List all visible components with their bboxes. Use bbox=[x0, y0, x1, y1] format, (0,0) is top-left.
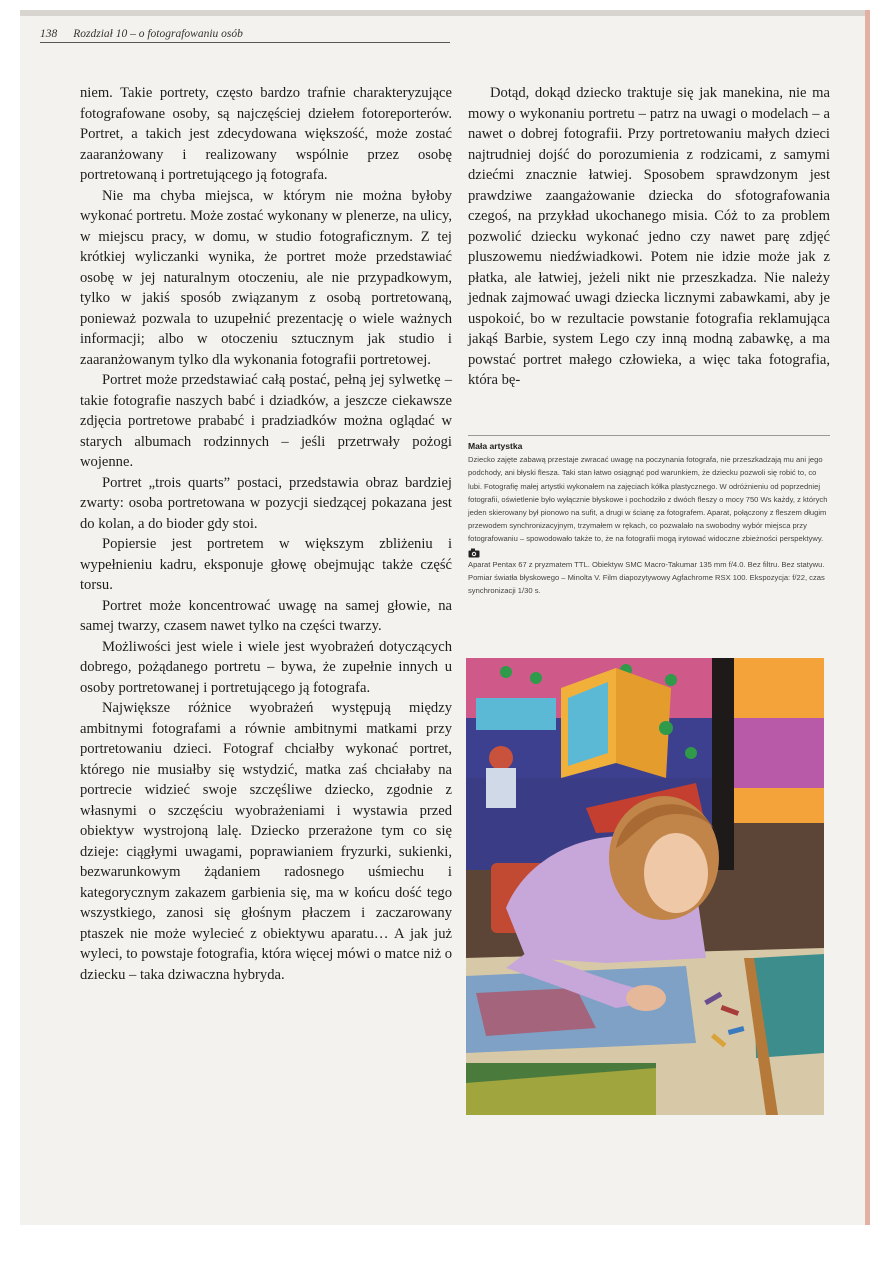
paragraph: niem. Takie portrety, często bardzo trafnie charakteryzujące fotografowane osoby, są najczęściej dziełem fotoreporterów. Portret, a takich jest zdecydowana większość, może zostać zaaranżowany i realizowany wspólnie przez osobę portretowaną i portretującego ją fotografa. bbox=[80, 85, 452, 183]
paragraph: Portret „trois quarts” postaci, przedstawia obraz bardziej zwarty: osoba portretowana w pozycji siedzącej pokazana jest do kolan, a do bioder gdy stoi. bbox=[80, 474, 452, 532]
caption-body: Dziecko zajęte zabawą przestaje zwracać uwagę na poczynania fotografa, nie przeszkadzają mu ani jego podchody, ani błyski flesza. Taki stan łatwo osiągnąć pod warunkiem, że dziecku pozwoli się robić to, co lubi. Fotografię małej artystki wykonałem na zajęciach kółka plastycznego. W odróżnieniu od poprzedniej fotografii, oświetlenie było wyłącznie błyskowe i pochodziło z dwóch fleszy o mocy 750 Ws każdy, z których jeden skierowany był pionowo na sufit, a drugi w ścianę za fotografem. Aparat, połączony z fleszem długim przewodem synchronizacyjnym, trzymałem w rękach, co pozwalało na swobodny wybór miejsca przy fotografowaniu – spowodowało także to, że na fotografii mogą irytować widoczne zbieżności perspektywy. bbox=[468, 455, 828, 544]
book-page bbox=[20, 10, 870, 1225]
running-header bbox=[40, 28, 450, 43]
paragraph: Dotąd, dokąd dziecko traktuje się jak manekina, nie ma mowy o wykonaniu portretu – patrz na uwagi o modelach – a nawet o dobrej fotografii. Przy portretowaniu małych dzieci najtrudniej dojść do porozumienia z rodzicami, z samymi dziećmi znacznie łatwiej. Sposobem sprawdzonym jest prawdziwe zaangażowanie dziecka do sfotografowania czegoś, na przykład ukochanego misia. Cóż to za problem pozwolić dziecku wykonać jedno czy nawet parę zdjęć pluszowemu niedźwiadkowi. Potem nie idzie może jak z płatka, ale łatwiej, jeżeli nikt nie przeszkadza. Nie należy jednak zajmować uwagi dziecka licznymi zabawkami, aby je uspokoić, bo w rezultacie powstanie fotografia reklamująca jakąś Barbie, system Lego czy inną modną zabawkę, a ma powstać portret małego człowieka, a więc taka fotografia, która bę- bbox=[468, 85, 830, 388]
page-number: 138 bbox=[40, 28, 58, 40]
left-text-column bbox=[80, 83, 452, 985]
paragraph: Portret może przedstawiać całą postać, pełną jej sylwetkę – takie fotografie naszych babć i dziadków, a jeszcze ciekawsze zdjęcia portretowe prababć i pradziadków można oglądać w starych albumach rodzinnych – jeśli przetrwały pożogi wojenne. bbox=[80, 372, 452, 470]
paragraph: Największe różnice wyobrażeń występują między ambitnymi fotografami a równie ambitnymi matkami przy portretowaniu dzieci. Fotograf chciałby wykonać portret, którego nie musiałby się wstydzić, matka zaś chciałaby na portrecie widzieć swoje szczęśliwe dziecko, zgodnie z własnymi o szczęściu wyobrażeniami i wystawia przed obiektyw wystrojoną lalę. Dziecko przerażone tym co się dzieje: ciągłymi uwagami, poprawianiem fryzurki, sukienki, bezwarunkowym żądaniem radosnego uśmiechu i kategorycznym zakazem garbienia się, ma w końcu dość tego wszystkiego, zanosi się głośnym płaczem i zaczarowany ptaszek nie może wylecieć z obiektywu aparatu… A jak już wyleci, to powstaje fotografia, która więcej mówi o matce niż o dziecku – taka dziwaczna hybryda. bbox=[80, 700, 453, 983]
paragraph: Portret może koncentrować uwagę na samej głowie, na samej twarzy, czasem nawet tylko na części twarzy. bbox=[80, 597, 452, 634]
photo-illustration bbox=[466, 658, 824, 1115]
page-top-edge bbox=[20, 10, 870, 16]
caption-title: Mała artystka bbox=[468, 441, 523, 451]
camera-icon bbox=[468, 548, 480, 558]
right-text-column bbox=[468, 83, 830, 391]
photo-caption bbox=[468, 440, 832, 597]
paragraph: Popiersie jest portretem w większym zbliżeniu i wypełnieniu kadru, eksponuje głowę obejmując także część torsu. bbox=[80, 536, 452, 593]
page-right-edge bbox=[865, 10, 870, 1225]
photo-little-artist bbox=[466, 658, 824, 1115]
paragraph: Nie ma chyba miejsca, w którym nie można byłoby wykonać portretu. Może zostać wykonany w plenerze, na ulicy, w miejscu pracy, w domu, w studio fotograficznym. Z tej krótkiej wyliczanki wynika, że portret może przedstawiać osobę w jej naturalnym otoczeniu, ale nie przypadkowym, tylko w jakiś sposób związanym z osobą portretowaną, ponieważ pozwala to uzupełnić prezentację o wiele ważnych informacji; albo w otoczeniu sztucznym jak studio i zaaranżowanym tylko dla wykonania fotografii portretowej. bbox=[80, 187, 452, 368]
paragraph: Możliwości jest wiele i wiele jest wyobrażeń dotyczących dobrego, pożądanego portretu – bywa, że zupełnie innych u osoby portretowanej i portretującego ją fotografa. bbox=[80, 638, 452, 696]
caption-divider bbox=[468, 435, 830, 436]
chapter-title: Rozdział 10 – o fotografowaniu osób bbox=[73, 28, 243, 40]
caption-tech-data: Aparat Pentax 67 z pryzmatem TTL. Obiektyw SMC Macro-Takumar 135 mm f/4.0. Bez filtru. Bez statywu. Pomiar światła błyskowego – Minolta V. Film diapozytywowy Agfachrome RSX 100. Ekspozycja: f/22, czas synchronizacji 1/30 s. bbox=[468, 559, 825, 596]
